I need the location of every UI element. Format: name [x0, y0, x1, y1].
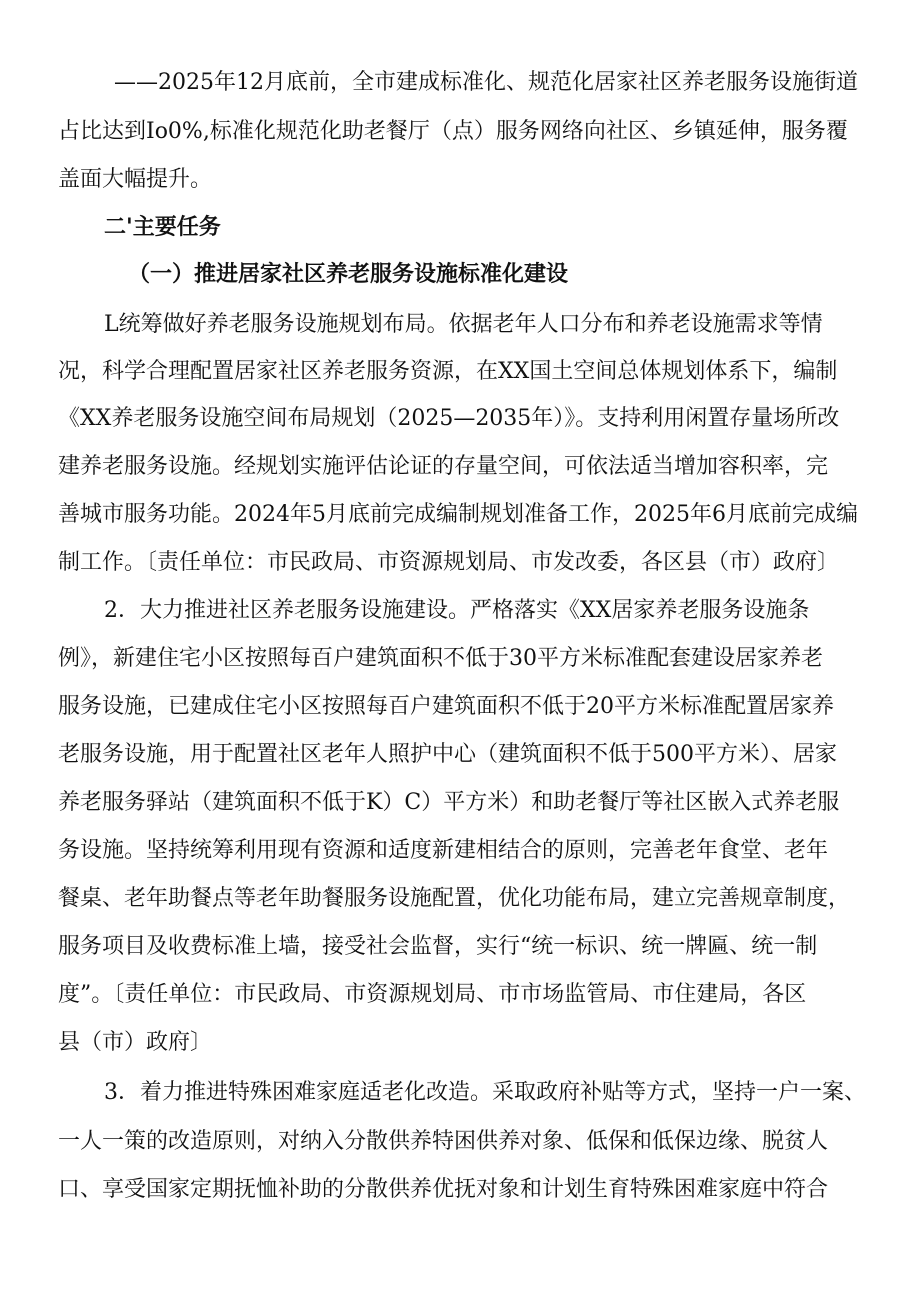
text-line: 养老服务驿站（建筑面积不低于K）C）平方米）和助老餐厅等社区嵌入式养老服: [58, 790, 840, 815]
text-line: 盖面大幅提升。: [58, 167, 213, 192]
text-line: 制工作。〔责任单位：市民政局、市资源规划局、市发改委，各区县（市）政府〕: [58, 550, 840, 575]
text-line: 餐桌、老年助餐点等老年助餐服务设施配置，优化功能布局，建立完善规章制度，: [58, 886, 851, 911]
text-line: 建养老服务设施。经规划实施评估论证的存量空间，可依法适当增加容积率，完: [58, 454, 829, 479]
text-line: ——2025年12月底前，全市建成标准化、规范化居家社区养老服务设施街道: [114, 70, 858, 95]
text-line: 服务项目及收费标准上墙，接受社会监督，实行“统一标识、统一牌匾、统一制: [58, 934, 818, 959]
text-line: 口、享受国家定期抚恤补助的分散供养优抚对象和计划生育特殊困难家庭中符合: [58, 1177, 829, 1202]
text-line: 度”。〔责任单位：市民政局、市资源规划局、市市场监管局、市住建局，各区: [58, 982, 807, 1007]
text-line: 况，科学合理配置居家社区养老服务资源，在XX国土空间总体规划体系下，编制: [58, 359, 838, 384]
text-line: 县（市）政府〕: [58, 1030, 213, 1055]
text-line: L统筹做好养老服务设施规划布局。依据老年人口分布和养老设施需求等情: [104, 312, 823, 337]
text-line: 一人一策的改造原则，对纳入分散供养特困供养对象、低保和低保边缘、脱贫人: [58, 1129, 829, 1154]
text-line: 善城市服务功能。2024年5月底前完成编制规划准备工作，2025年6月底前完成编: [58, 502, 858, 527]
text-line: 服务设施，已建成住宅小区按照每百户建筑面积不低于20平方米标准配置居家养: [58, 694, 834, 719]
section-heading: 二'主要任务: [104, 215, 221, 240]
text-line: 占比达到Io0%,标准化规范化助老餐厅（点）服务网络向社区、乡镇延伸，服务覆: [58, 119, 848, 144]
text-line: 3．着力推进特殊困难家庭适老化改造。采取政府补贴等方式，坚持一户一案、: [104, 1080, 866, 1105]
text-line: 务设施。坚持统筹利用现有资源和适度新建相结合的原则，完善老年食堂、老年: [58, 838, 829, 863]
text-line: 《XX养老服务设施空间布局规划（2025—2035年）》。支持利用闲置存量场所改: [58, 406, 840, 431]
subsection-heading: （一）推进居家社区养老服务设施标准化建设: [128, 262, 569, 287]
text-line: 2．大力推进社区养老服务设施建设。严格落实《XX居家养老服务设施条: [104, 598, 810, 623]
text-line: 老服务设施，用于配置社区老年人照护中心（建筑面积不低于500平方米）、居家: [58, 742, 837, 767]
text-line: 例》，新建住宅小区按照每百户建筑面积不低于30平方米标准配套建设居家养老: [58, 646, 823, 671]
